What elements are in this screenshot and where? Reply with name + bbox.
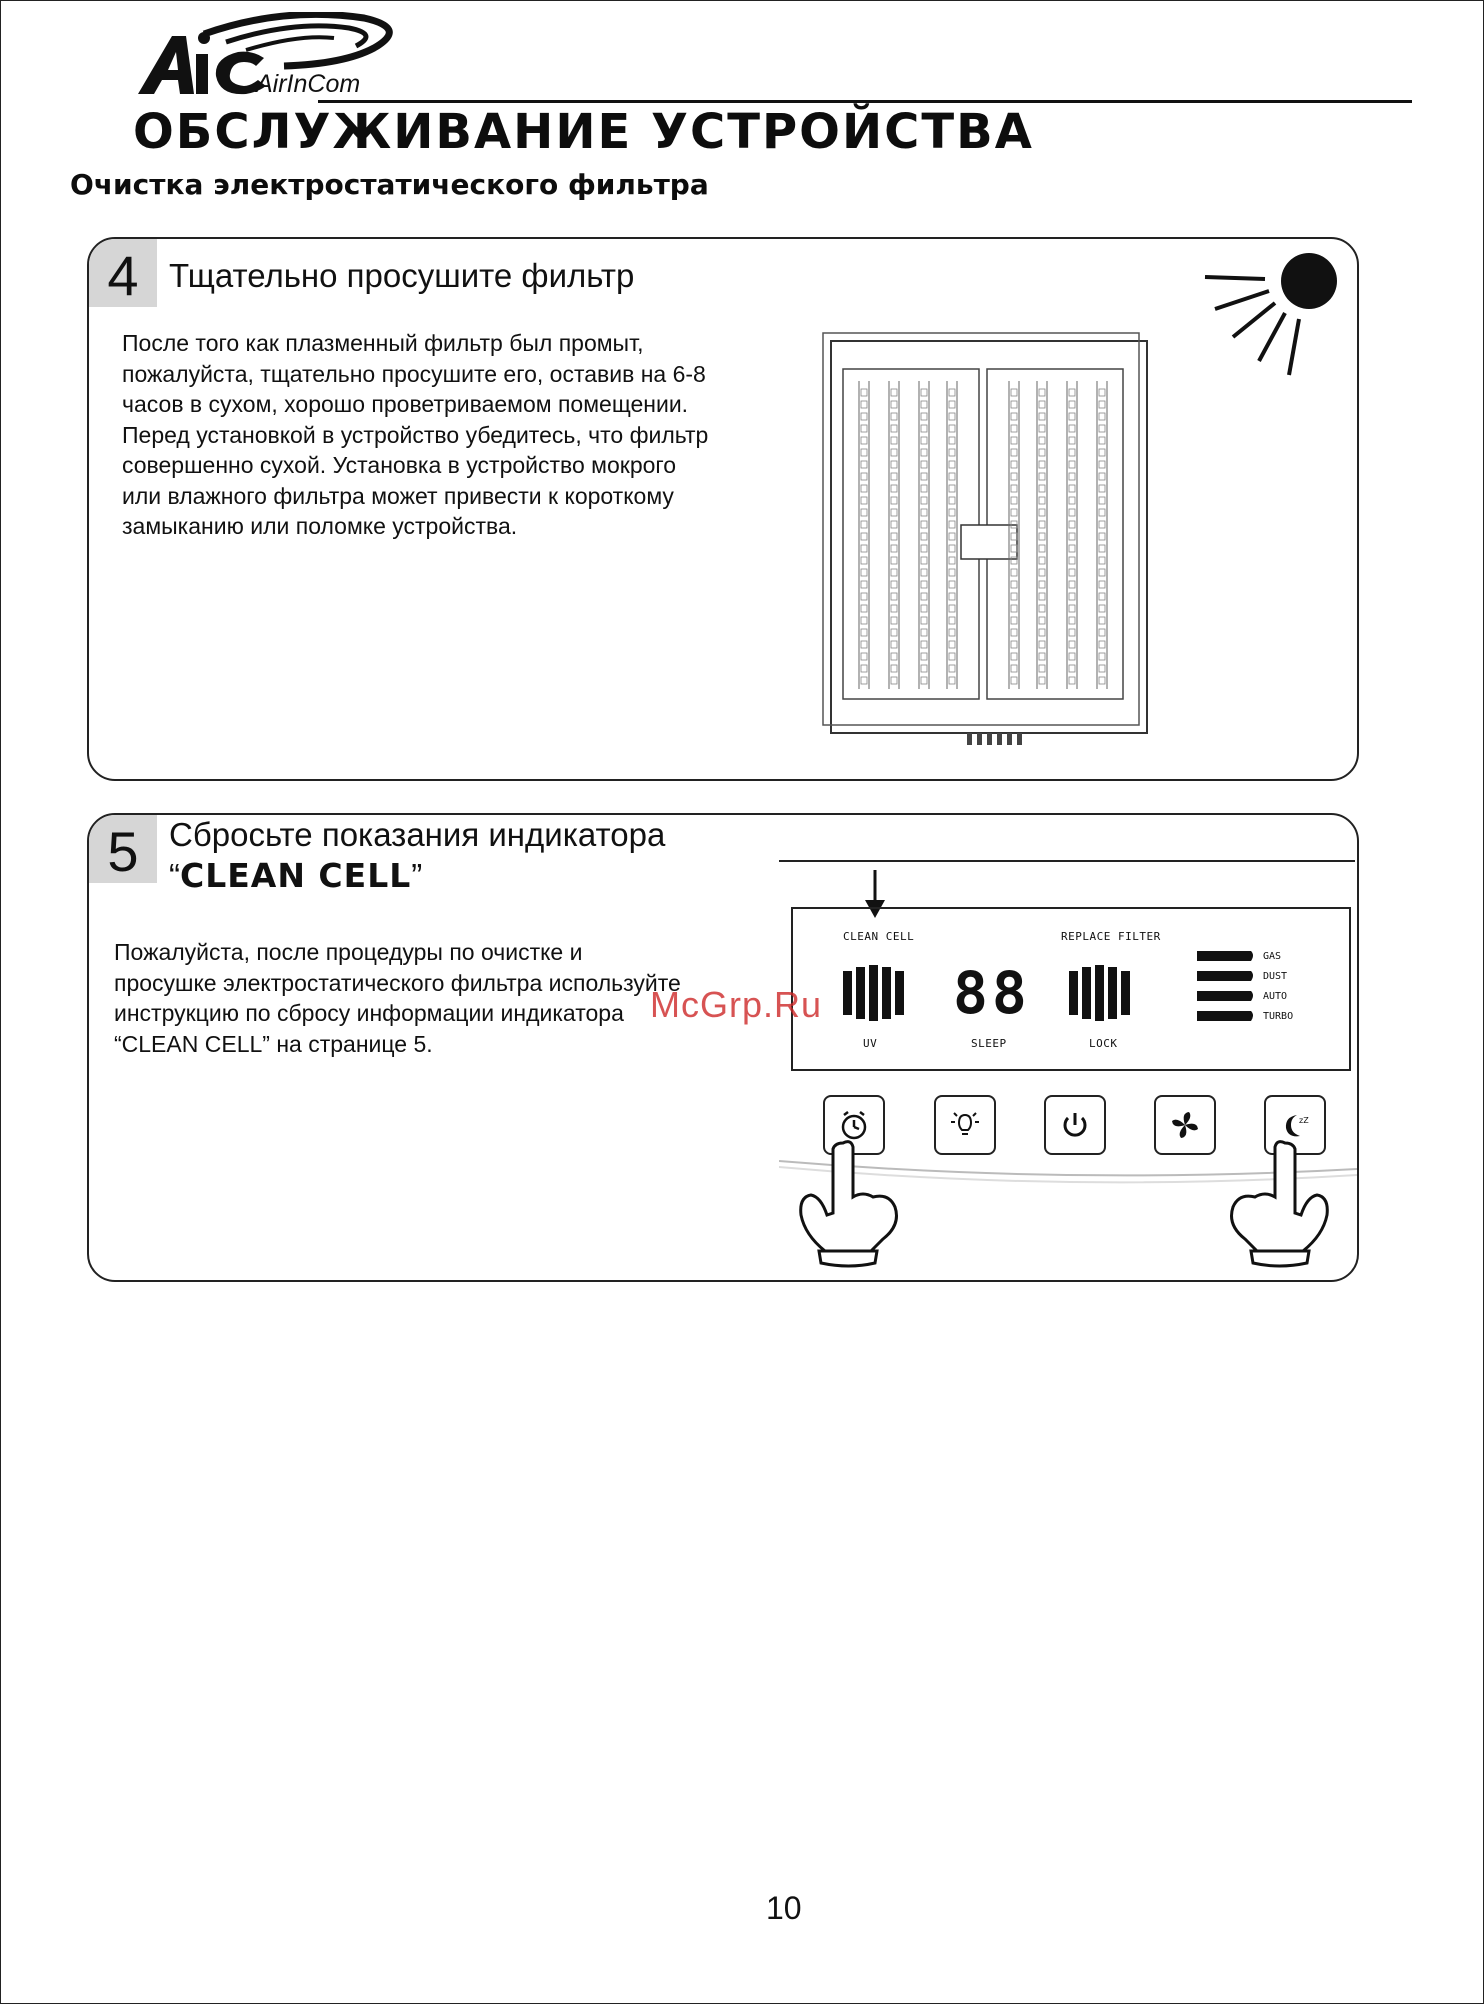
power-icon bbox=[1057, 1107, 1093, 1143]
step-body: После того как плазменный фильтр был промыт, пожалуйста, тщательно просушите его, оставив на 6-8 часов в сухом, хорошо проветриваемом помещении. Перед установкой в устройство убедитесь, что фильтр совершенно сухой. Установка в устройство мокрого или влажного фильтра может привести к короткому замыканию или поломке устройства. bbox=[122, 330, 709, 539]
mode-bars bbox=[1197, 949, 1257, 1029]
sleep-indicator: SLEEP bbox=[971, 1037, 1007, 1050]
page-title: ОБСЛУЖИВАНИЕ УСТРОЙСТВА bbox=[133, 104, 1034, 160]
mode-gas: GAS bbox=[1263, 951, 1282, 962]
replace-filter-indicator: REPLACE FILTER bbox=[1061, 930, 1161, 943]
mode-turbo: TURBO bbox=[1263, 1011, 1294, 1022]
quote-open: “ bbox=[169, 857, 180, 894]
header-rule bbox=[318, 100, 1412, 103]
page-number: 10 bbox=[766, 1890, 802, 1926]
clean-cell-bars bbox=[843, 965, 905, 1021]
mode-auto: AUTO bbox=[1263, 991, 1288, 1002]
mode-dust: DUST bbox=[1263, 971, 1288, 982]
sun-icon bbox=[1199, 247, 1339, 387]
fan-button[interactable] bbox=[1154, 1095, 1216, 1155]
step-4-card bbox=[87, 237, 1359, 781]
step-title-indicator bbox=[169, 856, 422, 895]
fan-icon bbox=[1167, 1107, 1203, 1143]
step-number: 4 bbox=[89, 239, 157, 307]
uv-indicator: UV bbox=[863, 1037, 878, 1050]
brand-name: AirInCom bbox=[256, 70, 361, 98]
light-button[interactable] bbox=[934, 1095, 996, 1155]
finger-press-icon bbox=[1219, 1135, 1339, 1270]
clean-cell-indicator: CLEAN CELL bbox=[843, 930, 915, 943]
panel-top-line bbox=[779, 860, 1355, 862]
section-subtitle: Очистка электростатического фильтра bbox=[70, 168, 709, 201]
quote-close: ” bbox=[411, 857, 423, 894]
power-button[interactable] bbox=[1044, 1095, 1106, 1155]
step-body: Пожалуйста, после процедуры по очистке и просушке электростатического фильтра используйте инструкцию по сбросу информации индикатора “CLEAN CELL” на странице 5. bbox=[114, 939, 681, 1057]
step-number: 5 bbox=[89, 815, 157, 883]
lcd-display bbox=[791, 907, 1351, 1071]
clean-cell-label: CLEAN CELL bbox=[180, 856, 412, 895]
digit-display: 88 bbox=[953, 959, 1031, 1027]
finger-press-icon bbox=[789, 1135, 909, 1270]
lock-indicator: LOCK bbox=[1089, 1037, 1118, 1050]
watermark: McGrp.Ru bbox=[650, 984, 823, 1025]
step-title: Тщательно просушите фильтр bbox=[169, 257, 635, 294]
svg-text:zZ: zZ bbox=[1299, 1116, 1309, 1125]
light-bulb-icon bbox=[947, 1107, 983, 1143]
step-title: Сбросьте показания индикатора bbox=[169, 816, 666, 853]
step-5-card bbox=[87, 813, 1359, 1282]
filter-icon bbox=[819, 329, 1159, 749]
replace-filter-bars bbox=[1069, 965, 1131, 1021]
